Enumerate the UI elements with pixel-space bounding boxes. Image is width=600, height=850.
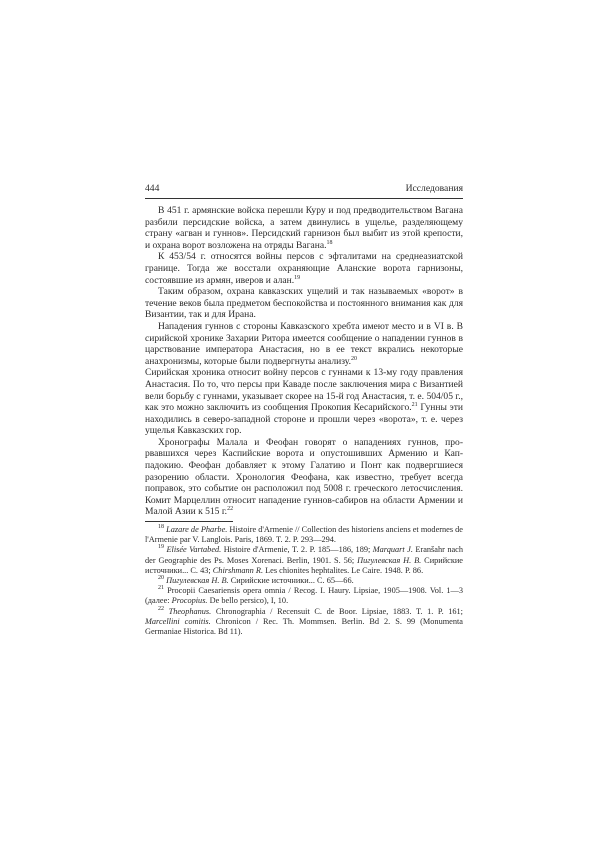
running-header (145, 183, 463, 199)
paragraph-5: Сирийская хроника относит войну персов с гуннами к 13-му году правления Анастасия. По то, что персы при Каваде после заключения мира с Византией вели борьбу с гуннами, указывает скорее на 15-й год Анастасия, т. е. 504/05 г., как это можно заключить из сообщения Прокопия Кесарийского.$^{21}$ Гунны эти находились в северо-западной стороне и прошли через «ворота», т. е. через ущелья Кавказских гор. (145, 367, 463, 437)
footnote-20: $^{20}$ Пигулевская Н. В. Сирийские источники... С. 65—66. (158, 575, 354, 586)
paragraph-1: В 451 г. армянские войска перешли Куру и под предводительством Вагана разбили персидские войска, а затем двинулись в ущелье, разделяющему страну «агван и гуннов». Персидский гарнизон был выбит из этой крепости, и охрана ворот возложена на отряды Вагана.$^{18}$ (145, 205, 463, 251)
footnote-ref-19: 19 (294, 274, 301, 281)
footnote-ref-22: 22 (227, 506, 234, 513)
footnote-ref-21: 21 (411, 401, 418, 408)
footnotes (145, 521, 463, 637)
paragraph-4: Нападения гуннов с стороны Кавказского хребта имеют место и в VI в. В сирийской хронике Захарии Ритора имеется сообщение о нападении гуннов в царствование императора Анастасия, но в ее текст вкрались некоторые анахронизмы, которые были подвергнуты анализу.$^{20}$ (145, 320, 463, 367)
section-title: Исследования (405, 183, 463, 194)
paragraph-3: Таким образом, охрана кавказских ущелий и так называемых «ворот» в течение веков была предметом беспокойства и постоянного внимания как для Византии, так и для Ирана. (145, 286, 463, 321)
footnote-19: $^{19}$ Elisée Vartabed. Histoire d'Armenie, T. 2. P. 185—186, 189; Marquart J. Eranšahr nach der Geographie des Ps. Moses Xorenaci. Berlin, 1901. S. 56; Пигулевская Н. В. Сирийские источники... С. 43; Chirshmann R. Les chionites hephtalites. Le Caire. 1948. P. 86. (145, 544, 463, 575)
paragraph-6: Хронографы Малала и Феофан говорят о нападениях гуннов, прорвавшихся через Каспийские ворота и опустошивших Армению и Каппадокию. Феофан добавляет к этому Галатию и Понт как подвергшиеся разорению области. Хронология Феофана, как известно, требует всегда поправок, это событие он расположил под 5008 г. греческого летосчисления. Комит Марцеллин относит нападение гуннов-сабиров на области Армении и Малой Азии к 515 г.$^{22}$ (145, 436, 463, 518)
page-number: 444 (145, 183, 160, 194)
footnote-ref-18: 18 (326, 239, 333, 246)
paragraph-2: К 453/54 г. относятся войны персов с эфталитами на среднеазиатской границе. Тогда же восстали охраняющие Аланские ворота гарнизоны, состоявшие из армян, иверов и алан.$^{19}$ (145, 251, 463, 286)
footnote-22: $^{22}$ Theophanus. Chronographia / Recensuit C. de Boor. Lipsiae, 1883. T. 1. P. 161; Marcellini comitis. Chronicon / Rec. Th. Mommsen. Berlin. Bd 2. S. 99 (Monumenta Germaniae Historica. Bd 11). (145, 605, 463, 637)
book-page (145, 183, 463, 637)
footnote-21: $^{21}$ Procopii Caesariensis opera omnia / Recog. I. Haury. Lipsiae, 1905—1908. Vol. 1—3 (далее: Procopius. De bello persico), I, 10. (145, 585, 463, 606)
footnote-divider (145, 521, 233, 522)
main-text (145, 205, 463, 518)
footnote-ref-20: 20 (350, 355, 357, 362)
footnote-18: $^{18}$ Lazare de Pharbe. Histoire d'Armenie // Collection des historiens anciens et modernes de l'Armenie par V. Langlois. Paris, 1869. T. 2. P. 293—294. (145, 524, 463, 545)
